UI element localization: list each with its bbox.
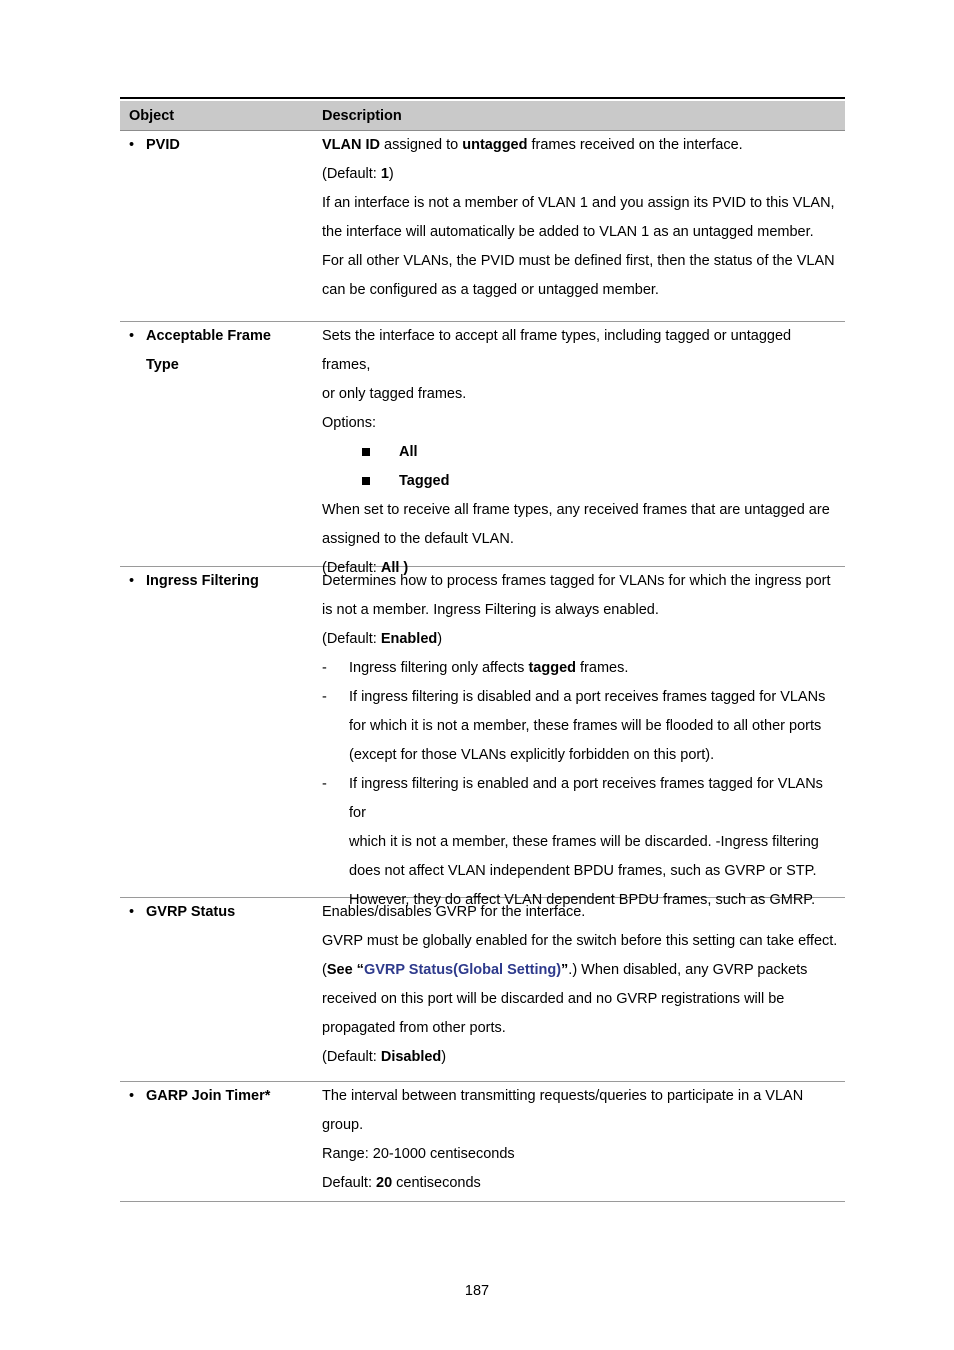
description-gvrp-status [322, 898, 842, 1072]
dash-item: - If ingress filtering is disabled and a port receives frames tagged for VLANs for which it is not a member, these frames will be flooded to all other ports (except for those VLANs explicitly forbidden on this port). [322, 689, 826, 763]
desc-line: assigned to the default VLAN. [322, 531, 514, 547]
table-row-gvrp-status [120, 898, 845, 1082]
table-header [120, 101, 845, 131]
desc-line: the interface will automatically be added to VLAN 1 as an untagged member. [322, 224, 814, 240]
desc-line: If an interface is not a member of VLAN 1 and you assign its PVID to this VLAN, [322, 195, 835, 211]
desc-line: can be configured as a tagged or untagged member. [322, 282, 659, 298]
desc-line: The interval between transmitting requests/queries to participate in a VLAN [322, 1088, 804, 1104]
object-garp-join-timer: • GARP Join Timer* [146, 1082, 306, 1111]
object-ingress-filtering: • Ingress Filtering [146, 567, 306, 596]
desc-line: or only tagged frames. [322, 386, 467, 402]
table-row-acceptable-frame-type [120, 322, 845, 576]
table-row-ingress-filtering [120, 567, 845, 908]
desc-line: Sets the interface to accept all frame types, including tagged or untagged frames, [322, 328, 792, 373]
description-ingress-filtering [322, 567, 842, 915]
desc-line: Default: 20 centiseconds [322, 1175, 481, 1191]
option-item: All [322, 438, 842, 467]
desc-line: VLAN ID assigned to untagged frames received on the interface. [322, 137, 743, 153]
header-description: Description [322, 108, 402, 124]
object-pvid: • PVID [146, 131, 306, 160]
object-gvrp-status: • GVRP Status [146, 898, 306, 927]
desc-line: (Default: 1) [322, 166, 394, 182]
desc-line: Enables/disables GVRP for the interface. [322, 904, 586, 920]
desc-line: (Default: All ) [322, 560, 409, 576]
desc-line: propagated from other ports. [322, 1020, 506, 1036]
dash-item: - Ingress filtering only affects tagged frames. [322, 660, 629, 676]
desc-line: For all other VLANs, the PVID must be defined first, then the status of the VLAN [322, 253, 835, 269]
description-pvid [322, 131, 842, 305]
table-top-rule [120, 97, 845, 99]
desc-line: Determines how to process frames tagged for VLANs for which the ingress port [322, 573, 831, 589]
desc-line: (See “GVRP Status(Global Setting)”.) When disabled, any GVRP packets [322, 962, 808, 978]
square-bullet-icon [362, 477, 370, 485]
desc-line: When set to receive all frame types, any received frames that are untagged are [322, 502, 830, 518]
desc-line: Range: 20-1000 centiseconds [322, 1146, 515, 1162]
description-garp-join-timer [322, 1082, 842, 1198]
desc-line: (Default: Enabled) [322, 631, 443, 647]
dash-item: - If ingress filtering is enabled and a port receives frames tagged for VLANs for which it is not a member, these frames will be discarded. -Ingress filtering does not affect VLAN independent BPDU frames, such as GVRP or STP. However, they do affect VLAN dependent BPDU frames, such as GMRP. [322, 776, 823, 908]
page-number: 187 [464, 1283, 490, 1299]
header-object: Object [129, 108, 175, 124]
option-item: Tagged [322, 467, 842, 496]
desc-line: group. [322, 1117, 364, 1133]
table-row-pvid [120, 131, 845, 322]
description-acceptable-frame-type [322, 322, 842, 583]
gvrp-global-setting-link[interactable]: GVRP Status(Global Setting) [363, 962, 562, 978]
desc-line: received on this port will be discarded and no GVRP registrations will be [322, 991, 785, 1007]
square-bullet-icon [362, 448, 370, 456]
table-row-garp-join-timer [120, 1082, 845, 1202]
desc-line: Options: [322, 415, 376, 431]
desc-line: GVRP must be globally enabled for the switch before this setting can take effect. [322, 933, 838, 949]
desc-line: is not a member. Ingress Filtering is always enabled. [322, 602, 659, 618]
object-acceptable-frame-type: • Acceptable Frame Type [146, 322, 286, 380]
desc-line: (Default: Disabled) [322, 1049, 447, 1065]
